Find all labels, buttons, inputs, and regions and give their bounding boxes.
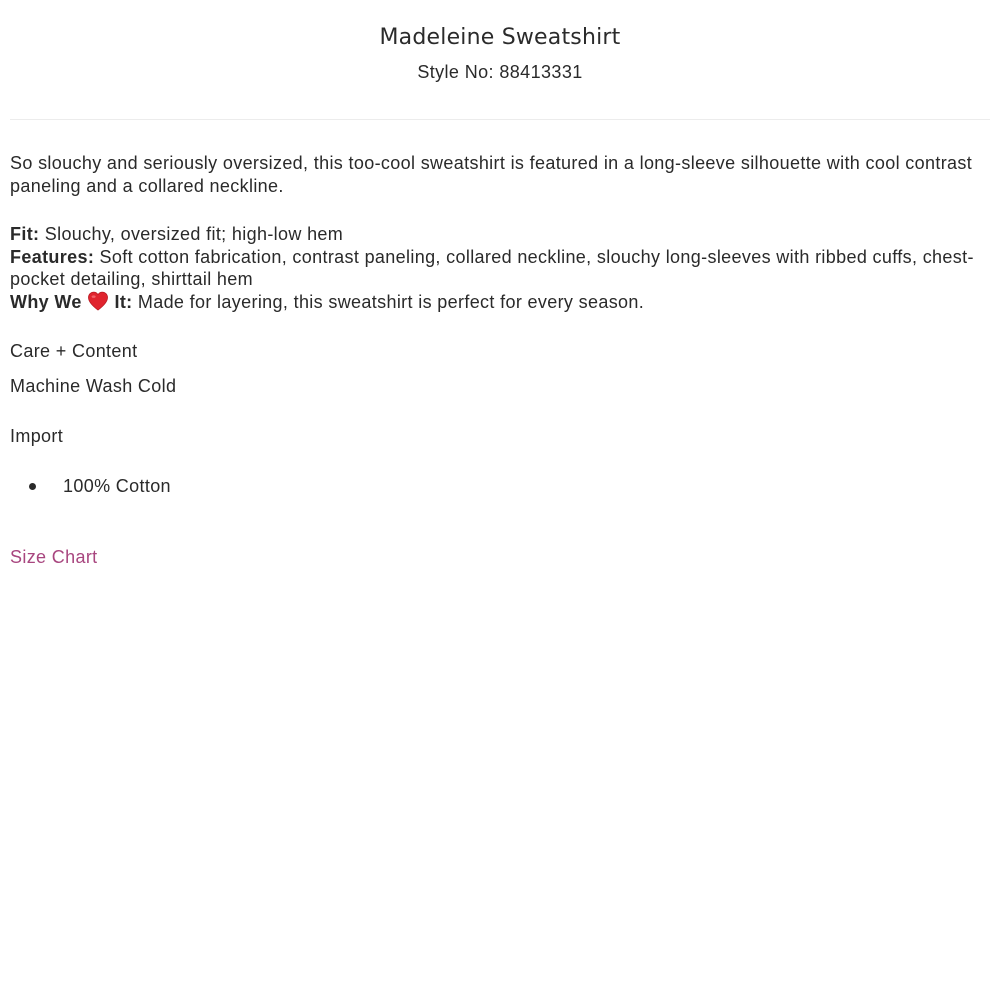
- product-content: [10, 152, 990, 568]
- fit-line: [10, 223, 990, 246]
- style-number: Style No: 88413331: [417, 62, 583, 82]
- fit-value: Slouchy, oversized fit; high-low hem: [39, 224, 344, 244]
- care-instructions: Machine Wash Cold: [10, 376, 177, 396]
- material-list: [10, 475, 990, 497]
- material-value: 100% Cotton: [63, 476, 171, 496]
- features-value: Soft cotton fabrication, contrast paneling, collared neckline, slouchy long-sleeves with ribbed cuffs, chest-pocket detailing, shirttail hem: [10, 246, 974, 289]
- features-line: [10, 246, 990, 291]
- features-label: Features:: [10, 246, 95, 267]
- heart-icon: [87, 291, 109, 311]
- care-content-heading: Care + Content: [10, 341, 138, 361]
- why-label-pre: Why We: [10, 291, 88, 312]
- product-header: [0, 0, 1000, 84]
- bullet-icon: [29, 483, 36, 490]
- fit-label: Fit:: [10, 224, 40, 244]
- product-description: So slouchy and seriously oversized, this too-cool sweatshirt is featured in a long-sleeve silhouette with cool contrast paneling and a collared neckline.: [10, 153, 973, 196]
- size-chart-link[interactable]: Size Chart: [10, 547, 98, 567]
- why-label-post: It:: [109, 291, 133, 312]
- header-divider: [10, 119, 990, 120]
- why-value: Made for layering, this sweatshirt is perfect for every season.: [132, 291, 645, 312]
- product-details: [10, 223, 990, 313]
- why-label: [10, 292, 133, 312]
- why-we-love-it-line: [10, 291, 990, 314]
- origin-label: Import: [10, 426, 64, 446]
- list-item: [10, 475, 990, 497]
- product-title: Madeleine Sweatshirt: [379, 25, 621, 50]
